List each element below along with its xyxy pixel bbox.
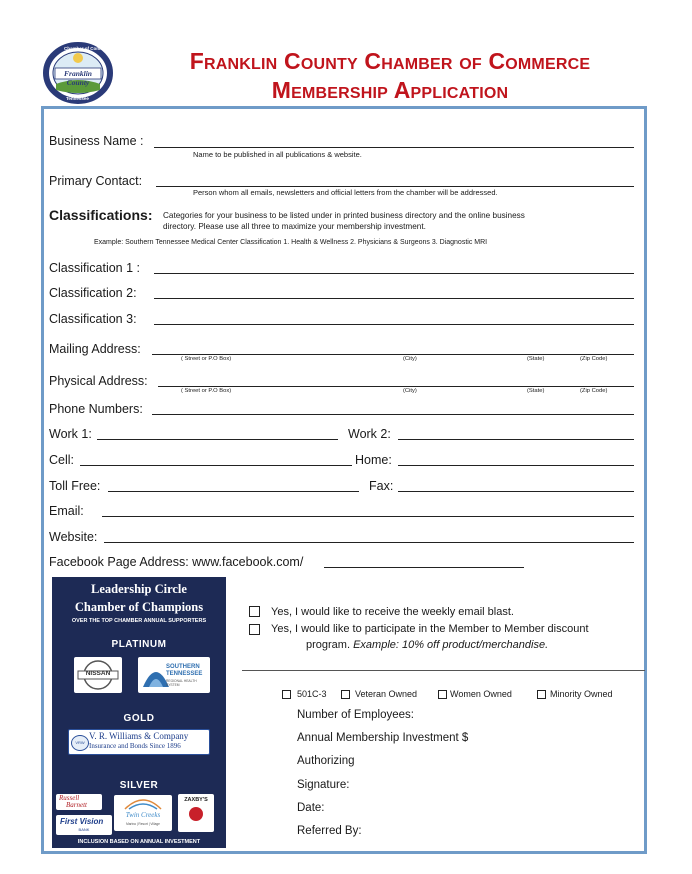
mailing-city-caption: (City) bbox=[403, 356, 417, 362]
signature-label: Signature: bbox=[297, 779, 350, 791]
vrw-name: V. R. Williams & Company bbox=[89, 731, 189, 741]
501c3-label: 501C-3 bbox=[297, 689, 327, 699]
twin-creeks-text: Twin Creeks bbox=[125, 811, 161, 819]
vrw-tagline: Insurance and Bonds Since 1896 bbox=[89, 742, 181, 750]
zaxbys-logo bbox=[178, 794, 214, 832]
classification-3-label: Classification 3: bbox=[49, 312, 137, 326]
investment-label: Annual Membership Investment $ bbox=[297, 732, 469, 744]
fax-field[interactable] bbox=[398, 491, 634, 492]
twin-creeks-logo bbox=[114, 795, 172, 831]
website-label: Website: bbox=[49, 530, 98, 544]
zaxbys-text: ZAXBY'S bbox=[184, 797, 208, 803]
primary-contact-label: Primary Contact: bbox=[49, 174, 143, 188]
silver-heading: SILVER bbox=[119, 780, 159, 791]
work1-field[interactable] bbox=[97, 439, 338, 440]
page-title-line2: Membership Application bbox=[271, 77, 509, 103]
gold-heading: GOLD bbox=[123, 713, 155, 724]
sponsor-footer: INCLUSION BASED ON ANNUAL INVESTMENT bbox=[77, 839, 201, 845]
classification-2-label: Classification 2: bbox=[49, 286, 137, 300]
classifications-heading: Classifications: bbox=[49, 207, 153, 223]
cell-field[interactable] bbox=[80, 465, 352, 466]
vrw-seal: VRW bbox=[71, 735, 89, 751]
toll-free-label: Toll Free: bbox=[49, 479, 101, 493]
sponsor-subtitle: OVER THE TOP CHAMBER ANNUAL SUPPORTERS bbox=[71, 618, 207, 624]
page-title-line1: Franklin County Chamber of Commerce bbox=[189, 48, 591, 74]
nissan-logo bbox=[74, 657, 122, 693]
physical-address-label: Physical Address: bbox=[49, 374, 148, 388]
member-to-member-label: Yes, I would like to participate in the Member to Member discount bbox=[271, 623, 589, 635]
business-name-note: Name to be published in all publications & website. bbox=[193, 150, 362, 159]
mailing-street-caption: ( Street or P.O Box) bbox=[181, 356, 232, 362]
veteran-owned-checkbox[interactable] bbox=[341, 690, 350, 699]
veteran-owned-label: Veteran Owned bbox=[355, 689, 418, 699]
phone-numbers-field[interactable] bbox=[152, 414, 634, 415]
facebook-label: Facebook Page Address: www.facebook.com/ bbox=[49, 555, 304, 569]
sponsor-title-2: Chamber of Champions bbox=[74, 600, 204, 614]
email-blast-label: Yes, I would like to receive the weekly email blast. bbox=[271, 606, 514, 618]
platinum-heading: PLATINUM bbox=[111, 639, 167, 650]
phone-numbers-label: Phone Numbers: bbox=[49, 402, 143, 416]
mailing-state-caption: (State) bbox=[527, 356, 545, 362]
toll-free-field[interactable] bbox=[108, 491, 359, 492]
email-blast-checkbox[interactable] bbox=[249, 606, 260, 617]
russell-barnett-logo bbox=[56, 794, 102, 810]
women-owned-checkbox[interactable] bbox=[438, 690, 447, 699]
sponsor-panel bbox=[52, 577, 226, 848]
website-field[interactable] bbox=[104, 542, 634, 543]
logo-bottom-text: Tennessee bbox=[66, 96, 89, 101]
russell-text: Russell bbox=[59, 794, 80, 802]
vr-williams-logo bbox=[68, 729, 210, 755]
classification-3-field[interactable] bbox=[154, 324, 634, 325]
physical-zip-caption: (Zip Code) bbox=[580, 388, 608, 394]
logo-ring-text: Chamber of Commerce bbox=[64, 46, 114, 51]
cell-label: Cell: bbox=[49, 453, 75, 467]
first-vision-bank-logo bbox=[56, 815, 112, 835]
physical-address-field[interactable] bbox=[158, 386, 634, 387]
southern-tennessee-logo bbox=[138, 657, 210, 693]
physical-state-caption: (State) bbox=[527, 388, 545, 394]
work2-field[interactable] bbox=[398, 439, 634, 440]
mailing-zip-caption: (Zip Code) bbox=[580, 356, 608, 362]
options-divider bbox=[242, 670, 645, 671]
501c3-checkbox[interactable] bbox=[282, 690, 291, 699]
first-vision-bank-text: BANK bbox=[78, 827, 90, 832]
classification-2-field[interactable] bbox=[154, 298, 634, 299]
member-to-member-checkbox[interactable] bbox=[249, 624, 260, 635]
women-owned-label: Women Owned bbox=[450, 689, 512, 699]
work2-label: Work 2: bbox=[348, 427, 391, 441]
first-vision-text: First Vision bbox=[60, 817, 104, 826]
email-field[interactable] bbox=[102, 516, 634, 517]
chamber-logo bbox=[40, 40, 116, 106]
classification-1-field[interactable] bbox=[154, 273, 634, 274]
classifications-example: Example: Southern Tennessee Medical Center Classification 1. Health & Wellness 2. Physicians & Surgeons 3. Diagnostic MRI bbox=[94, 239, 488, 246]
m2m-example: Example: 10% off product/merchandise. bbox=[353, 639, 549, 651]
primary-contact-field[interactable] bbox=[156, 186, 634, 187]
southern-tn-line1: SOUTHERN bbox=[166, 664, 200, 670]
mailing-address-label: Mailing Address: bbox=[49, 342, 141, 356]
business-name-field[interactable] bbox=[154, 147, 634, 148]
facebook-field[interactable] bbox=[324, 567, 524, 568]
business-name-label: Business Name : bbox=[49, 134, 144, 148]
date-label: Date: bbox=[297, 802, 325, 814]
home-field[interactable] bbox=[398, 465, 634, 466]
m2m-prefix: program. bbox=[306, 639, 354, 651]
authorizing-label: Authorizing bbox=[297, 755, 355, 767]
physical-city-caption: (City) bbox=[403, 388, 417, 394]
work1-label: Work 1: bbox=[49, 427, 92, 441]
zaxbys-emblem-icon bbox=[189, 807, 203, 821]
primary-contact-note: Person whom all emails, newsletters and official letters from the chamber will be addressed. bbox=[193, 188, 498, 197]
nissan-text: NISSAN bbox=[85, 670, 111, 677]
minority-owned-label: Minority Owned bbox=[550, 689, 613, 699]
classifications-desc-2: directory. Please use all three to maximize your membership investment. bbox=[163, 222, 426, 231]
twin-creeks-tagline: Marina | Resort | Village bbox=[126, 822, 160, 826]
southern-tn-line3: REGIONAL HEALTH SYSTEM bbox=[166, 679, 197, 687]
classifications-desc-1: Categories for your business to be listed under in printed business directory and the online business bbox=[163, 211, 525, 220]
referred-by-label: Referred By: bbox=[297, 825, 362, 837]
barnett-text: Barnett bbox=[66, 801, 87, 809]
sponsor-title-1: Leadership Circle bbox=[91, 582, 187, 596]
southern-tn-line2: TENNESSEE bbox=[166, 671, 203, 677]
fax-label: Fax: bbox=[369, 479, 394, 493]
logo-center-text: Franklin County bbox=[64, 69, 92, 87]
email-label: Email: bbox=[49, 504, 84, 518]
physical-street-caption: ( Street or P.O Box) bbox=[181, 388, 232, 394]
classification-1-label: Classification 1 : bbox=[49, 261, 141, 275]
minority-owned-checkbox[interactable] bbox=[537, 690, 546, 699]
mailing-address-field[interactable] bbox=[152, 354, 634, 355]
member-to-member-line2 bbox=[306, 639, 548, 651]
home-label: Home: bbox=[355, 453, 392, 467]
employees-label: Number of Employees: bbox=[297, 709, 414, 721]
